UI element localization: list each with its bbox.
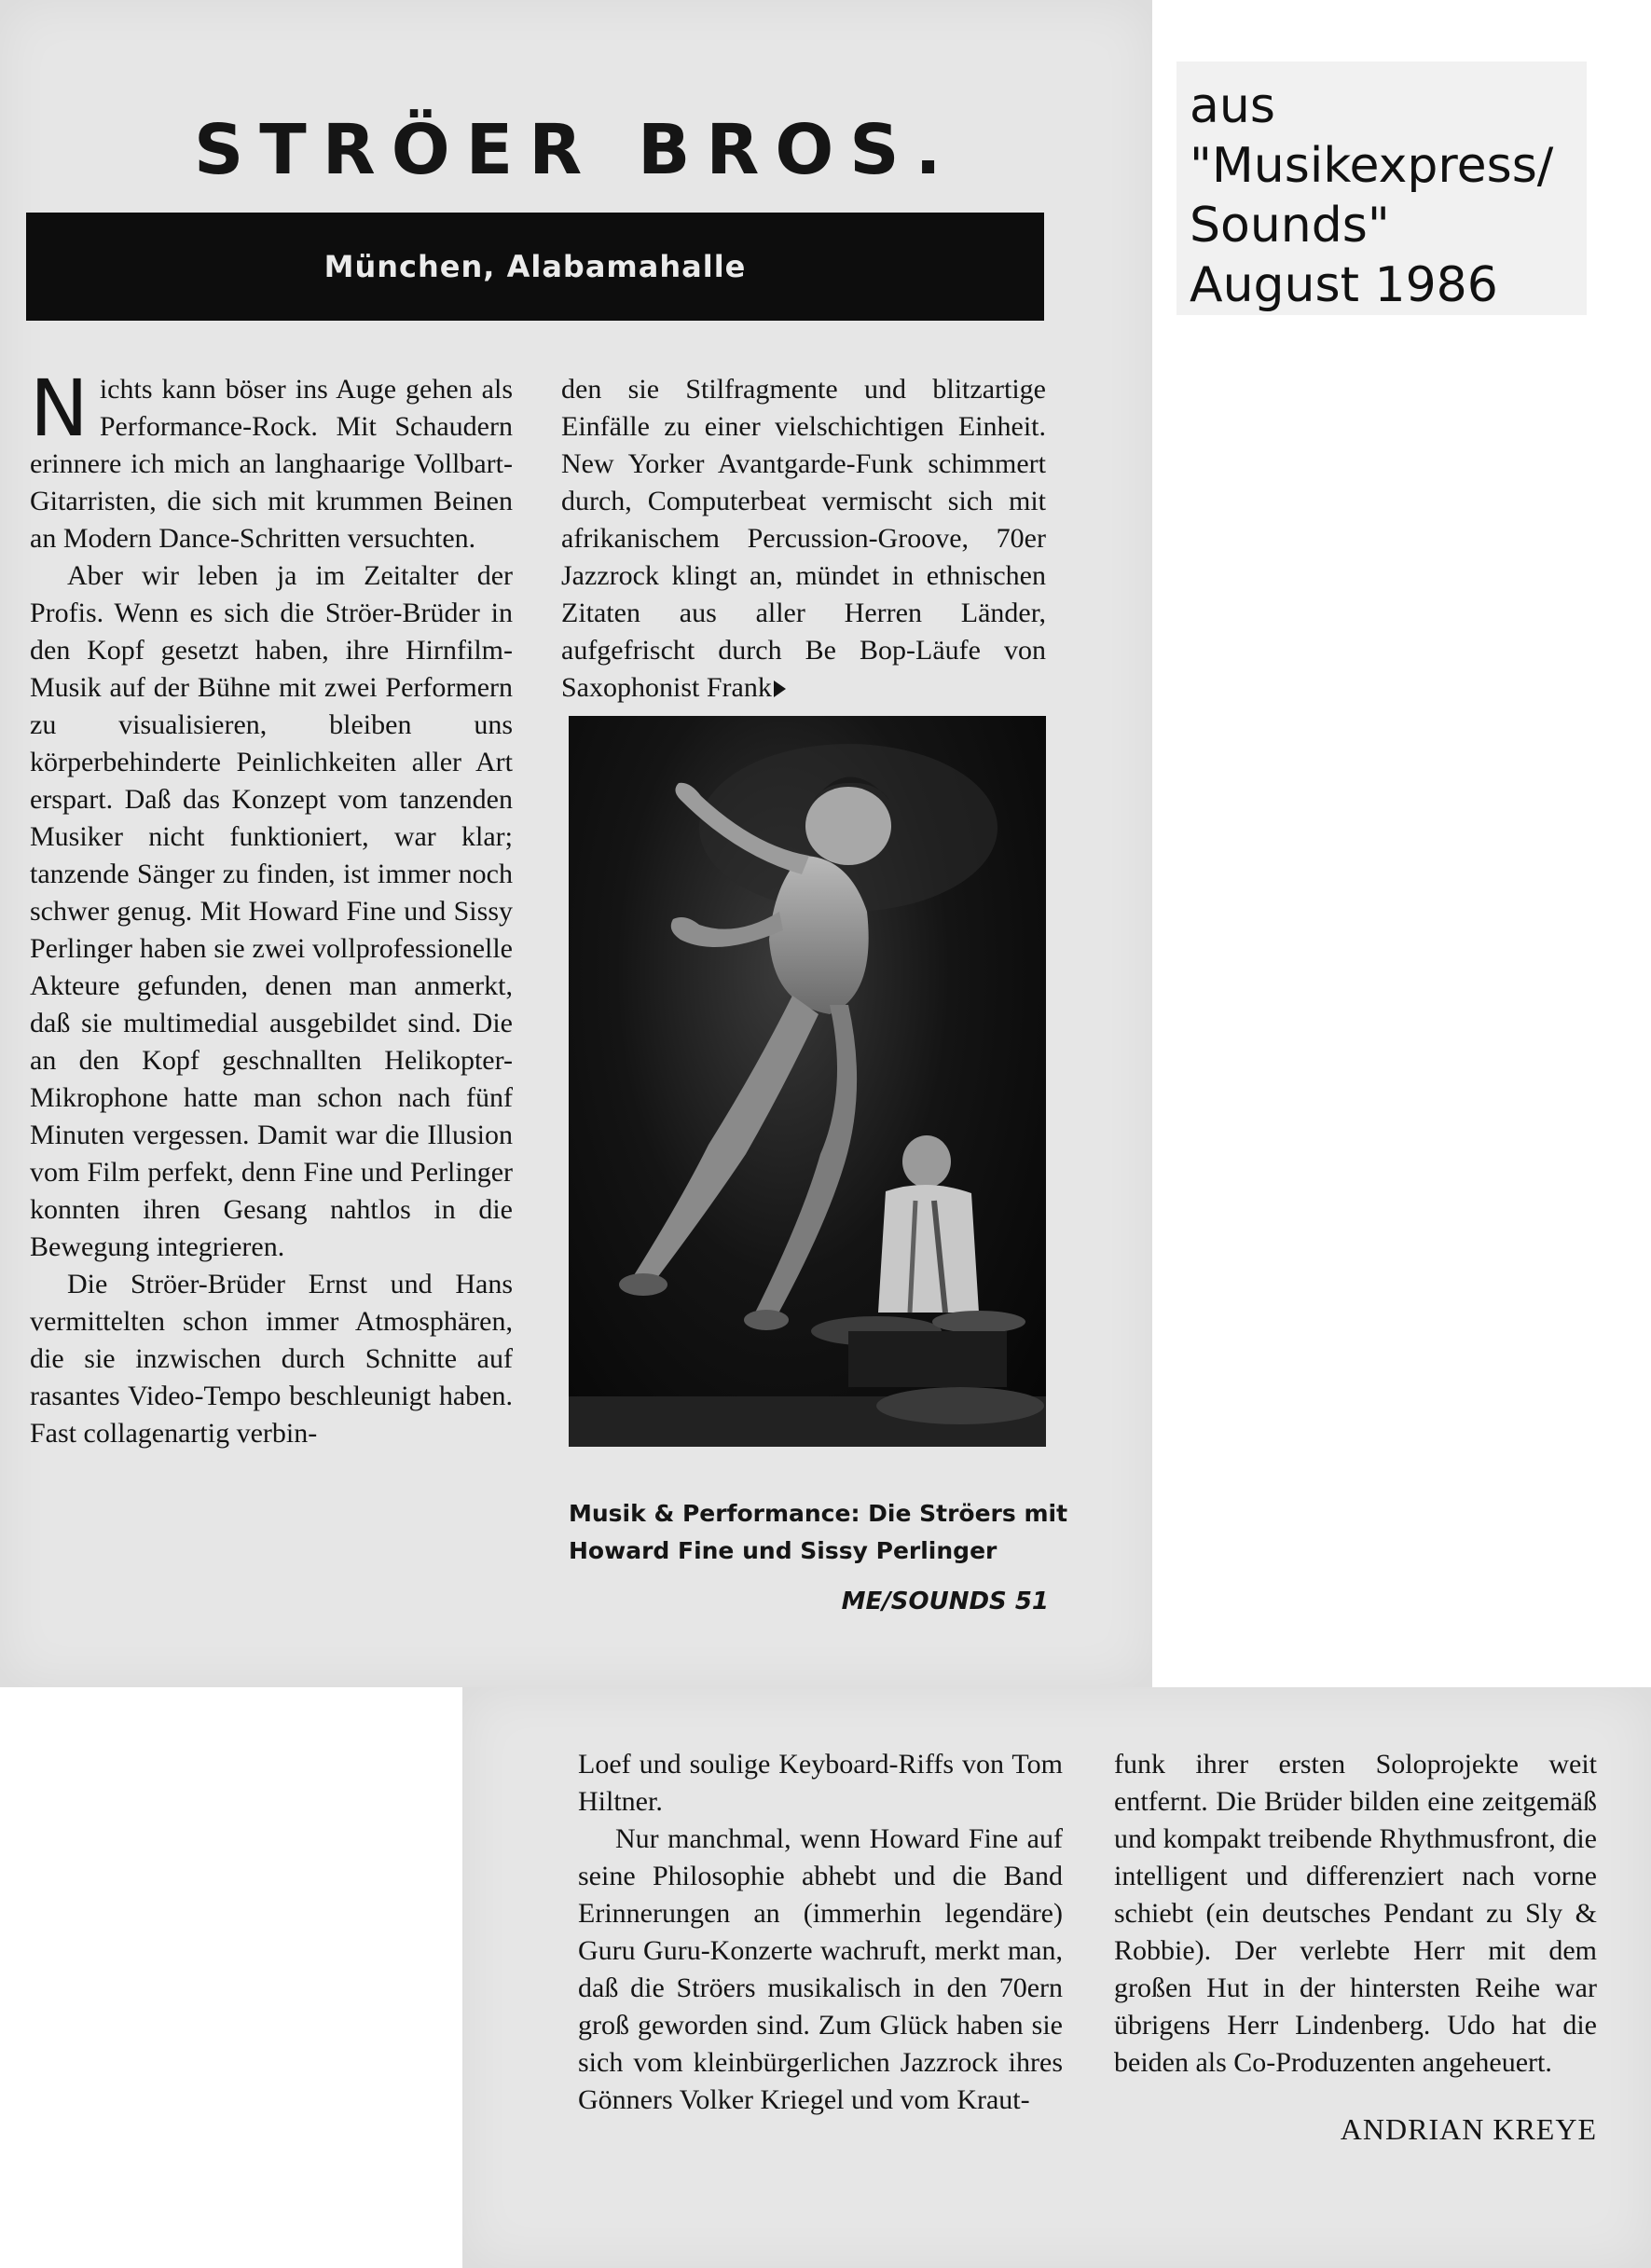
concert-photo (569, 716, 1046, 1447)
page-reference: ME/SOUNDS 51 (841, 1588, 1049, 1615)
article-column-1 (30, 363, 513, 1452)
paragraph: Die Ströer-Brüder Ernst und Hans vermittelten schon immer Atmosphären, die sie inzwischen durch Schnitte auf rasantes Video-Tempo beschleunigt haben. Fast collagenartig verbin- (30, 1269, 513, 1449)
article-title: STRÖER BROS. (194, 110, 957, 190)
performer-silhouette-image (569, 716, 1046, 1447)
paragraph (561, 371, 1046, 707)
article-column-2 (561, 371, 1046, 707)
paragraph: Nichts kann böser ins Auge gehen als Performance-Rock. Mit Schaudern erinnere ich mich an langhaarige Vollbart-Gitarristen, die sich mit krummen Beinen an Modern Dance-Schritten versuchten. (30, 363, 513, 554)
paragraph: Nur manchmal, wenn Howard Fine auf seine Philosophie abhebt und die Band Erinnerungen an (immerhin legendäre) Guru Guru-Konzerte wachruft, merkt man, daß die Ströers musikalisch in den 70ern groß geworden sind. Zum Glück haben sie sich vom kleinbürgerlichen Jazzrock ihres Gönners Volker Kriegel und vom Kraut- (578, 1823, 1063, 2115)
paragraph: Loef und soulige Keyboard-Riffs von Tom Hiltner. (578, 1749, 1063, 1817)
paragraph: Aber wir leben ja im Zeitalter der Profis. Wenn es sich die Ströer-Brüder in den Kopf gesetzt haben, ihre Hirnfilm-Musik auf der Bühne mit zwei Performern zu visualisieren, bleiben uns körperbehinderte Peinlichkeiten aller Art erspart. Daß das Konzept vom tanzenden Musiker nicht funktioniert, war klar; tanzende Sänger zu finden, ist immer noch schwer genug. Mit Howard Fine und Sissy Perlinger haben sie zwei vollprofessionelle Akteure gefunden, denen man anmerkt, daß sie multimedial ausgebildet sind. Die an den Kopf geschnallten Helikopter-Mikrophone hatte man schon nach fünf Minuten vergessen. Damit war die Illusion vom Film perfekt, denn Fine und Perlinger konnten ihren Gesang nahtlos in die Bewegung integrieren. (30, 560, 513, 1262)
photo-caption: Musik & Performance: Die Ströers mit Howard Fine und Sissy Perlinger (569, 1500, 1068, 1564)
paragraph-text: den sie Stilfragmente und blitzartige Einfälle zu einer vielschichtigen Einheit. New Yorker Avantgarde-Funk schimmert durch, Computerbeat vermischt sich mit afrikanischem Percussion-Groove, 70er Jazzrock klingt an, mündet in ethnischen Zitaten aus aller Herren Länder, aufgefrischt durch Be Bop-Läufe von Saxophonist Frank (561, 374, 1046, 703)
paragraph: funk ihrer ersten Soloprojekte weit entfernt. Die Brüder bilden eine zeitgemäß und kompakt treibende Rhythmusfront, die intelligent und differenziert nach vorne schiebt (ein deutsches Pendant zu Sly & Robbie). Der verlebte Herr mit dem großen Hut in der hintersten Reihe war übrigens Herr Lindenberg. Udo hat die beiden als Co-Produzenten angeheuert. (1114, 1749, 1597, 2078)
continue-arrow-icon (774, 680, 786, 697)
article-subtitle (26, 213, 1044, 321)
source-note: aus "Musikexpress/ Sounds" August 1986 (1176, 62, 1587, 315)
article-column-4 (1114, 1746, 1597, 2082)
article-column-3 (578, 1746, 1063, 2119)
author-byline: ANDRIAN KREYE (1340, 2112, 1597, 2146)
subtitle-text: München, Alabamahalle (323, 249, 747, 284)
